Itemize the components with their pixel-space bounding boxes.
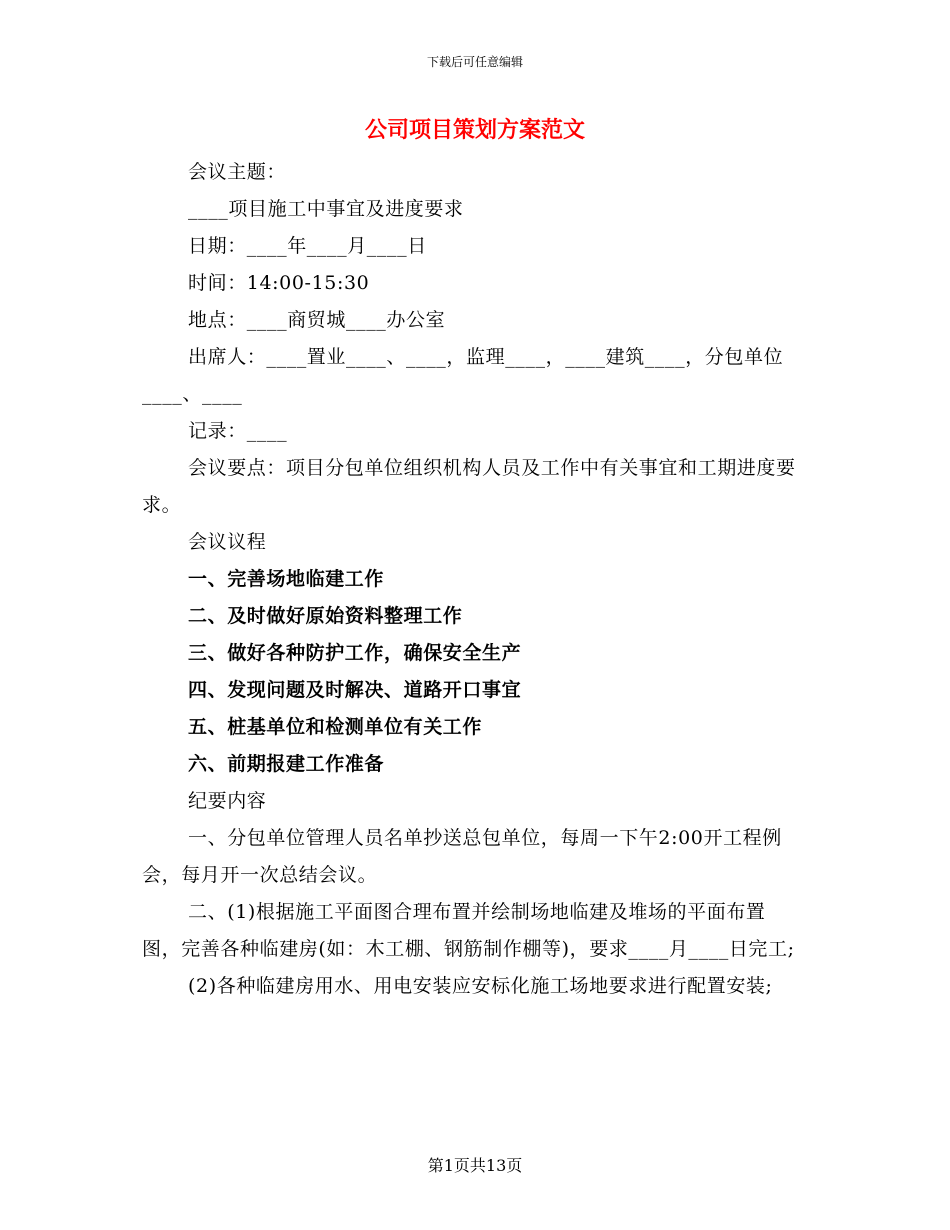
agenda-item: 三、做好各种防护工作，确保安全生产 <box>188 642 522 664</box>
document-title: 公司项目策划方案范文 <box>364 117 585 143</box>
agenda-item: 四、发现问题及时解决、道路开口事宜 <box>188 679 522 701</box>
page-number: 第1页共13页 <box>427 1156 523 1175</box>
agenda-item: 五、桩基单位和检测单位有关工作 <box>188 716 483 738</box>
agenda-item: 一、完善场地临建工作 <box>188 568 385 590</box>
minutes-item: 二、(1)根据施工平面图合理布置并绘制场地临建及堆场的平面布置图，完善各种临建房(如：木工棚、钢筋制作棚等)，要求____月____日完工; <box>142 901 795 960</box>
meeting-key-points: 会议要点：项目分包单位组织机构人员及工作中有关事宜和工期进度要求。 <box>142 457 796 516</box>
minutes-heading: 纪要内容 <box>188 790 267 812</box>
meeting-topic-label: 会议主题： <box>188 161 287 183</box>
meeting-location: 地点：____商贸城____办公室 <box>188 309 446 331</box>
document-body <box>142 154 802 1005</box>
meeting-time: 时间：14:00-15:30 <box>188 272 370 294</box>
agenda-heading: 会议议程 <box>188 531 267 553</box>
minutes-item: 一、分包单位管理人员名单抄送总包单位，每周一下午2:00开工程例会，每月开一次总结会议。 <box>142 827 782 886</box>
agenda-item: 六、前期报建工作准备 <box>188 753 385 775</box>
meeting-recorder: 记录：____ <box>188 420 288 442</box>
minutes-item: (2)各种临建房用水、用电安装应安标化施工场地要求进行配置安装; <box>188 975 773 997</box>
meeting-attendees: 出席人：____置业____、____，监理____，____建筑____，分包单位____、____ <box>142 346 784 405</box>
page-header-note: 下载后可任意编辑 <box>426 55 523 69</box>
agenda-item: 二、及时做好原始资料整理工作 <box>188 605 463 627</box>
meeting-topic-value: ____项目施工中事宜及进度要求 <box>188 198 464 220</box>
meeting-date: 日期：____年____月____日 <box>188 235 427 257</box>
